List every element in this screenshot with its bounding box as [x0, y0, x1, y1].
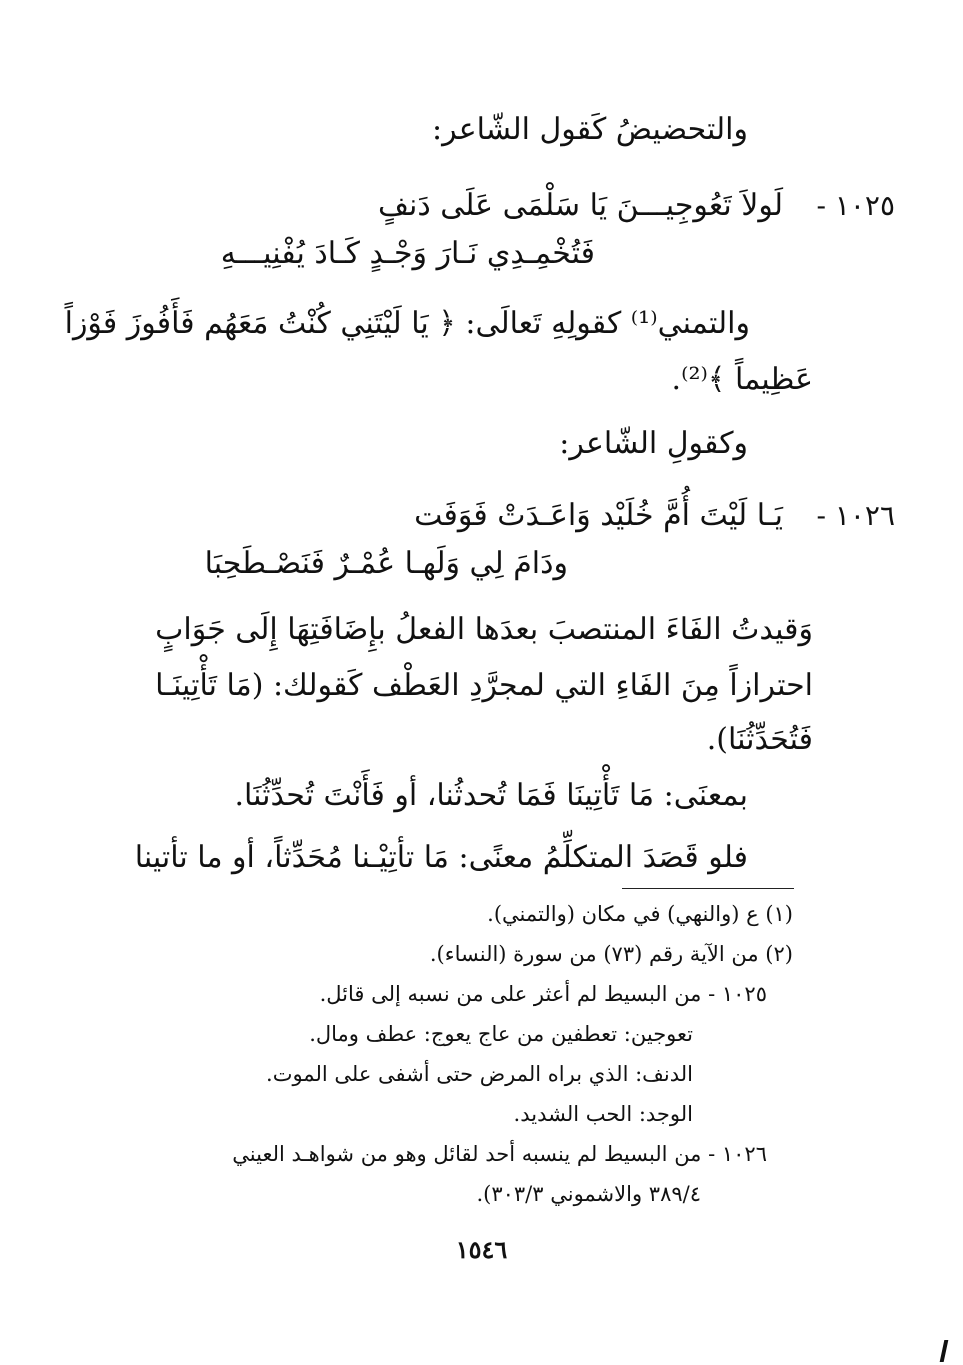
footnote-3: ١٠٢٥ - من البسيط لم أعثر على من نسبه إلى قائل.: [319, 982, 767, 1006]
footnote-6: الوجد: الحب الشديد.: [513, 1102, 693, 1126]
scan-edge-mark: [940, 1340, 949, 1362]
footnote-separator: [622, 888, 794, 889]
footnote-7: ١٠٢٦ - من البسيط لم ينسبه أحد لقائل وهو من شواهـد العيني: [232, 1142, 767, 1166]
paragraph-line-1: وَقيدتُ الفَاءَ المنتصبَ بعدَها الفعلُ بإِضَافَتِهَا إِلَى جَوَابٍ: [155, 612, 813, 647]
verse-1025-second-hemistich: فَتُخْمِـدِي نَـارَ وَجْـدٍ كَـادَ يُفْنِيـــهِ: [220, 236, 595, 271]
verse-number-1025: ١٠٢٥ -: [816, 189, 895, 222]
paragraph-line-5: فلو قَصَدَ المتكلِّمُ معنًى: مَا تأتِيْـنا مُحَدِّثاً، أو ما تأتينا: [134, 840, 748, 875]
verse-1026-second-hemistich: ودَامَ لِي وَلَهـا عُمْـرٌ فَنَصْـطَحِبَا: [204, 546, 568, 581]
text-line-tahdid: والتحضيضُ كَقول الشّاعر:: [432, 112, 748, 147]
paragraph-line-2: احترازاً مِنَ الفَاءِ التي لمجرَّدِ العَطْف كَقولك: (مَا تَأْتِينَـا: [155, 668, 813, 703]
footnote-2: (٢) من الآية رقم (٧٣) من سورة (النساء).: [429, 942, 793, 966]
verse-1026-first-hemistich: يَـا لَيْتَ أُمَّ خُلَيْد وَاعَـدَتْ فَوَفَت: [414, 498, 783, 533]
paragraph-line-4: بمعنَى: مَا تَأْتِينَا فَمَا تُحدثُنا، أو فَأَنْتَ تُحدِّثُنَا.: [234, 778, 748, 813]
text-line-tamanni-cont: عَظِيماً ﴾⁽²⁾.: [671, 362, 813, 397]
text-line-shaer: وكقولِ الشّاعر:: [559, 426, 748, 461]
verse-1025-first-hemistich: لَولاَ تَعُوجِيـــنَ يَا سَلْمَى عَلَى دَنفٍ: [377, 188, 783, 223]
footnote-4: تعوجين: تعطفين من عاج يعوج: عطف ومال.: [309, 1022, 693, 1046]
text-line-tamanni: والتمني⁽¹⁾ كقولِهِ تَعالَى: ﴿ يَا لَيْتَنِي كُنْتُ مَعَهُم فَأَفُوزَ فَوْزاً: [64, 306, 750, 341]
paragraph-line-3: فَتُحَدِّثُنَا).: [706, 722, 813, 757]
footnote-5: الدنف: الذي براه المرض حتى أشفى على الموت.: [266, 1062, 693, 1086]
page-number: ١٥٤٦: [455, 1235, 508, 1264]
footnote-1: (١) ع (والنهي) في مكان (والتمني).: [487, 902, 793, 926]
verse-number-1026: ١٠٢٦ -: [816, 499, 895, 532]
footnote-8: ٣٨٩/٤ والاشموني ٣٠٣/٣).: [476, 1182, 701, 1206]
